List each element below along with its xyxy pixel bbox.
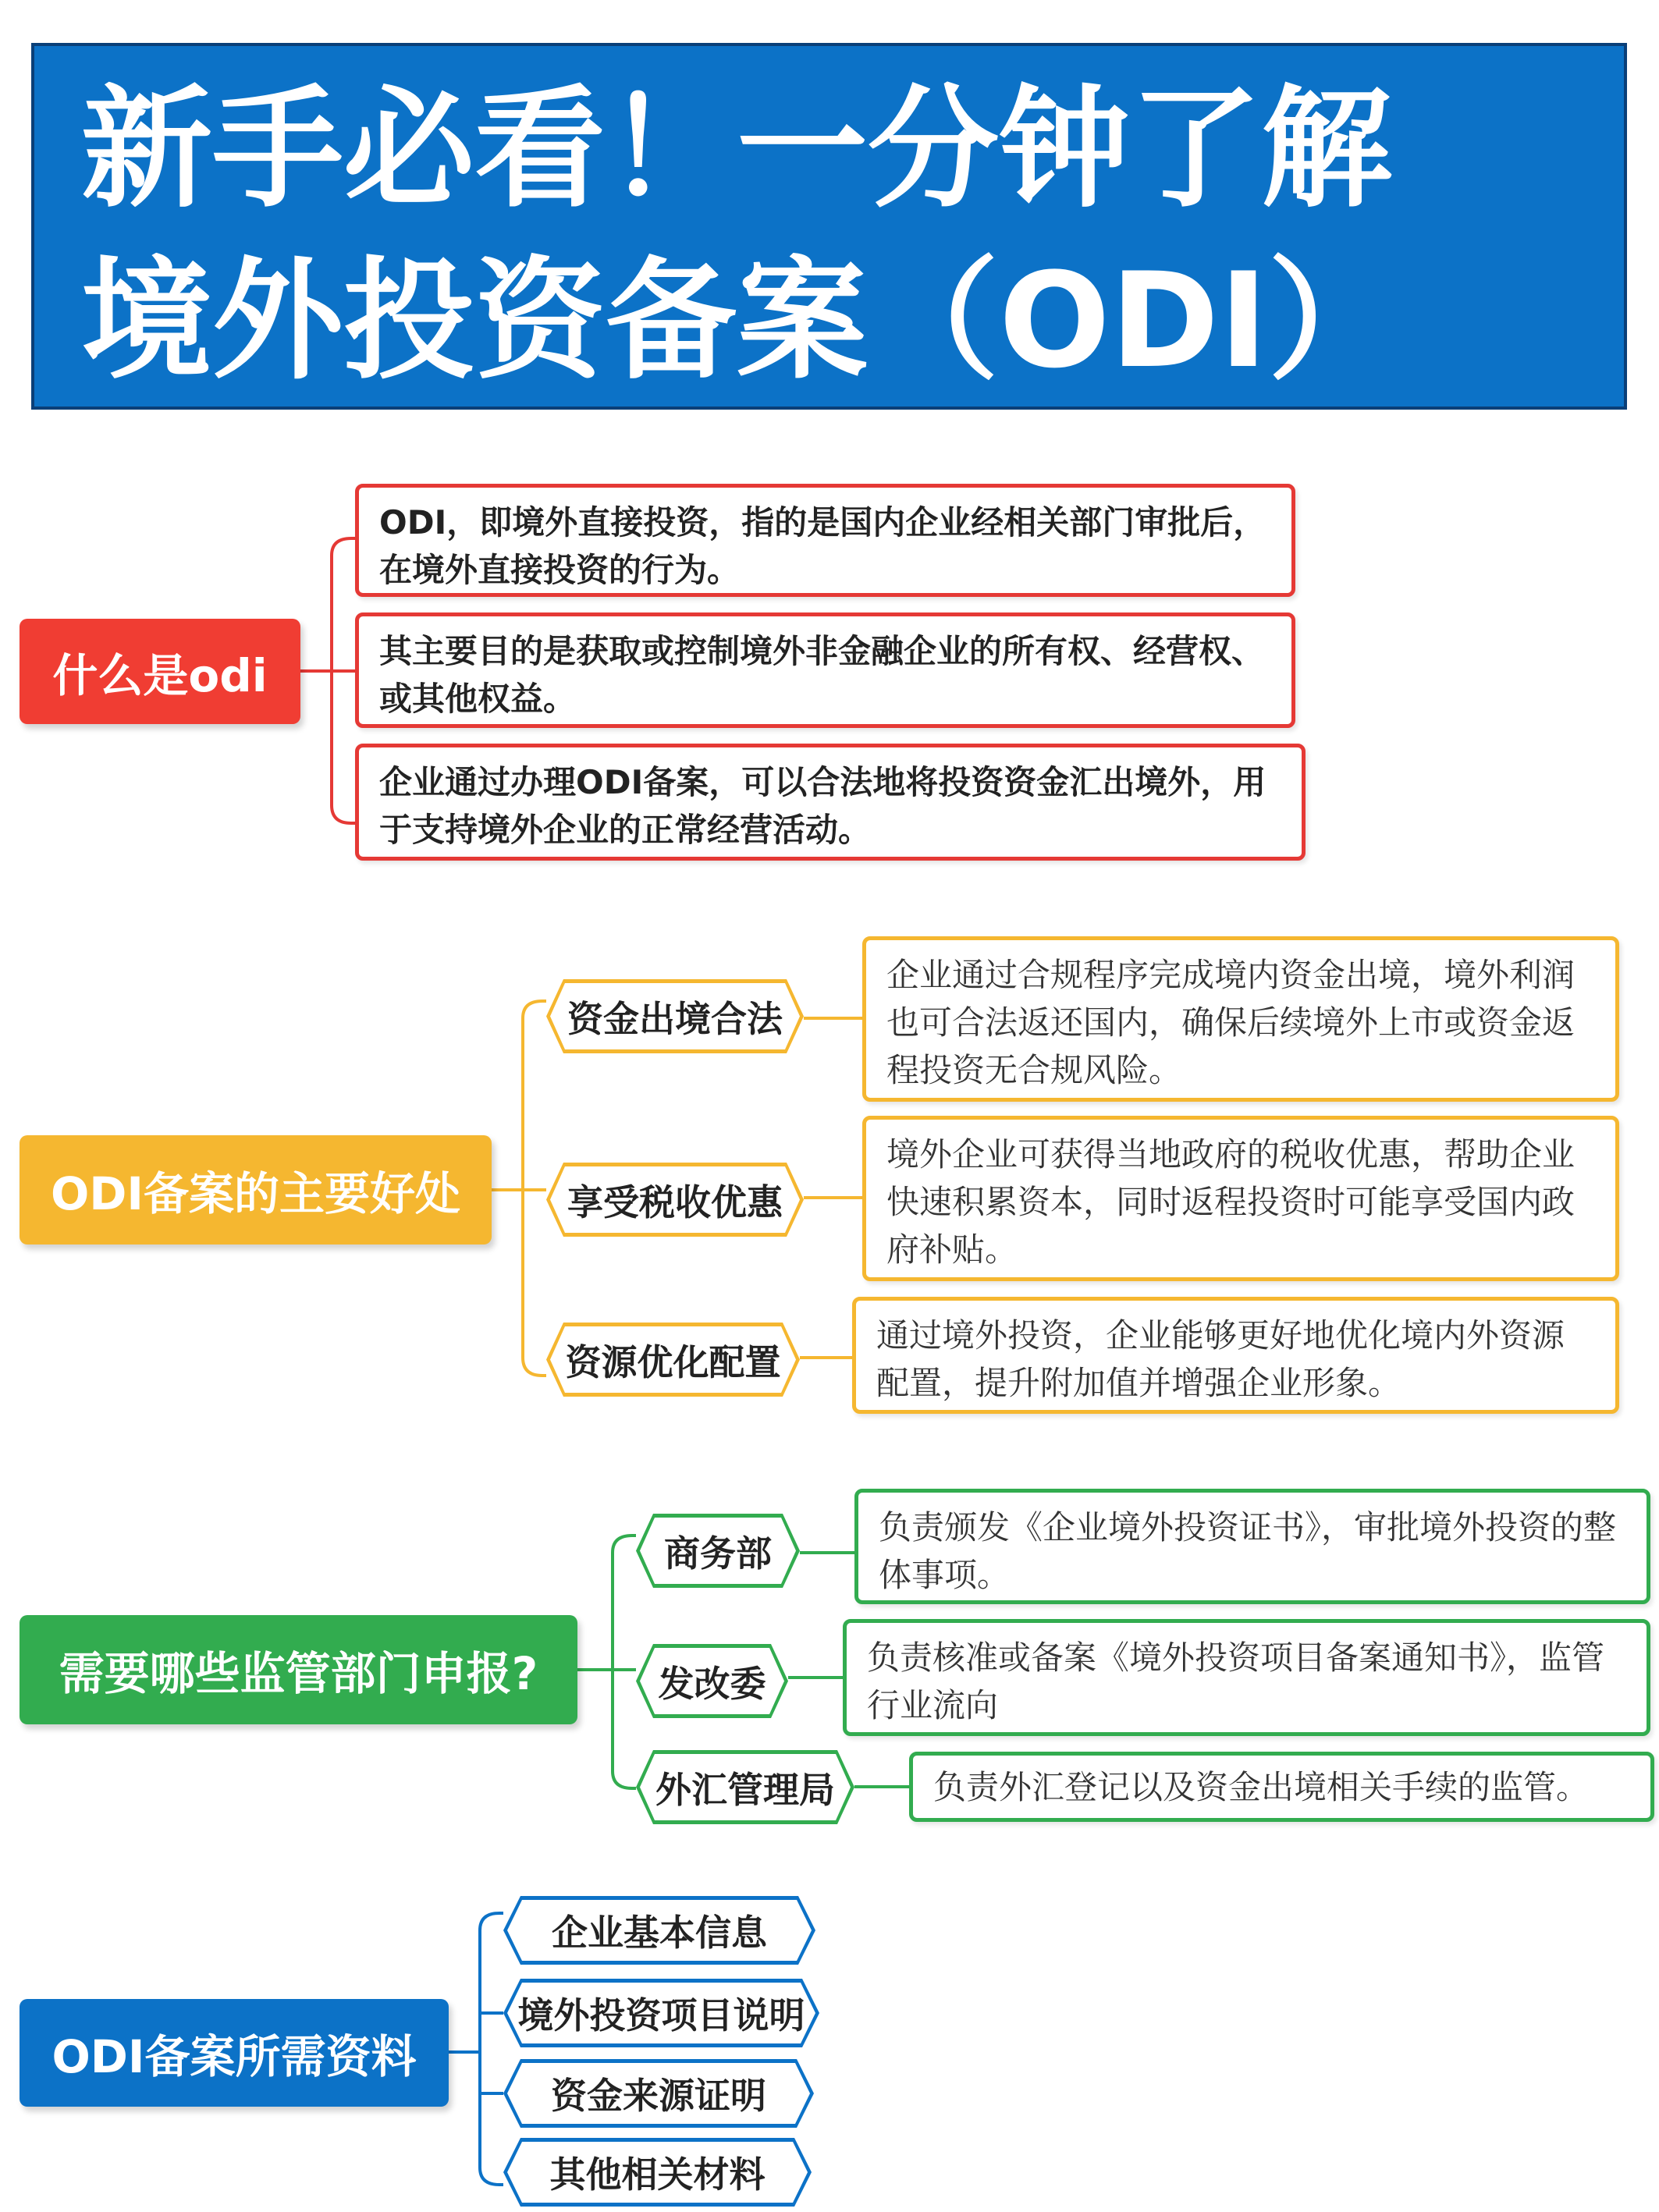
- benefit-detail-tax: 境外企业可获得当地政府的税收优惠，帮助企业快速积累资本，同时返程投资时可能享受国内政府补贴。: [862, 1116, 1619, 1281]
- regulator-label-ndrc: [636, 1644, 788, 1718]
- root-regulators: 需要哪些监管部门申报?: [20, 1615, 577, 1724]
- benefit-label-text: 资金出境合法: [567, 997, 783, 1040]
- root-what-is-odi: 什么是odi: [20, 619, 300, 724]
- connector-s4: [449, 1913, 503, 2185]
- root-required-materials: ODI备案所需资料: [20, 1999, 449, 2107]
- material-fund-source: [503, 2059, 814, 2128]
- benefit-label-text: 享受税收优惠: [567, 1181, 783, 1223]
- title-line-2: 境外投资备案（ODI）: [81, 244, 1399, 397]
- regulator-detail-safe: 负责外汇登记以及资金出境相关手续的监管。: [909, 1752, 1654, 1822]
- benefit-label-tax: [546, 1163, 804, 1237]
- material-company-info: [503, 1896, 815, 1965]
- regulator-label-mofcom: [636, 1514, 800, 1588]
- odi-definition-item-2: 其主要目的是获取或控制境外非金融企业的所有权、经营权、或其他权益。: [355, 612, 1295, 728]
- benefit-label-text: 资源优化配置: [565, 1340, 781, 1383]
- regulator-detail-ndrc: 负责核准或备案《境外投资项目备案通知书》，监管行业流向: [843, 1619, 1650, 1736]
- material-label: 资金来源证明: [551, 2075, 766, 2117]
- connector-s3: [577, 1536, 636, 1788]
- regulator-detail-mofcom: 负责颁发《企业境外投资证书》，审批境外投资的整体事项。: [854, 1489, 1650, 1604]
- connector-s2: [492, 1001, 546, 1376]
- title-banner: [31, 43, 1627, 410]
- regulator-label-safe: [636, 1750, 854, 1824]
- benefit-label-funds-legal: [546, 979, 804, 1053]
- odi-definition-item-3: 企业通过办理ODI备案，可以合法地将投资资金汇出境外，用于支持境外企业的正常经营活动。: [355, 744, 1306, 861]
- material-other: [503, 2138, 812, 2207]
- regulator-label-text: 商务部: [664, 1532, 772, 1575]
- material-label: 企业基本信息: [552, 1912, 767, 1954]
- root-odi-benefits: ODI备案的主要好处: [20, 1135, 492, 1244]
- material-project-description: [503, 1979, 819, 2047]
- odi-definition-item-1: ODI，即境外直接投资，指的是国内企业经相关部门审批后，在境外直接投资的行为。: [355, 484, 1295, 597]
- title-line-1: 新手必看！一分钟了解: [81, 73, 1392, 225]
- material-label: 其他相关材料: [549, 2153, 766, 2196]
- benefit-detail-funds-legal: 企业通过合规程序完成境内资金出境，境外利润也可合法返还国内，确保后续境外上市或资金返程投资无合规风险。: [862, 936, 1619, 1102]
- benefit-label-resources: [546, 1323, 800, 1397]
- benefit-detail-resources: 通过境外投资，企业能够更好地优化境内外资源配置，提升附加值并增强企业形象。: [852, 1297, 1619, 1414]
- material-label: 境外投资项目说明: [517, 1994, 805, 2036]
- regulator-label-text: 外汇管理局: [655, 1768, 835, 1811]
- connector-s1: [300, 538, 355, 823]
- regulator-label-text: 发改委: [658, 1662, 766, 1705]
